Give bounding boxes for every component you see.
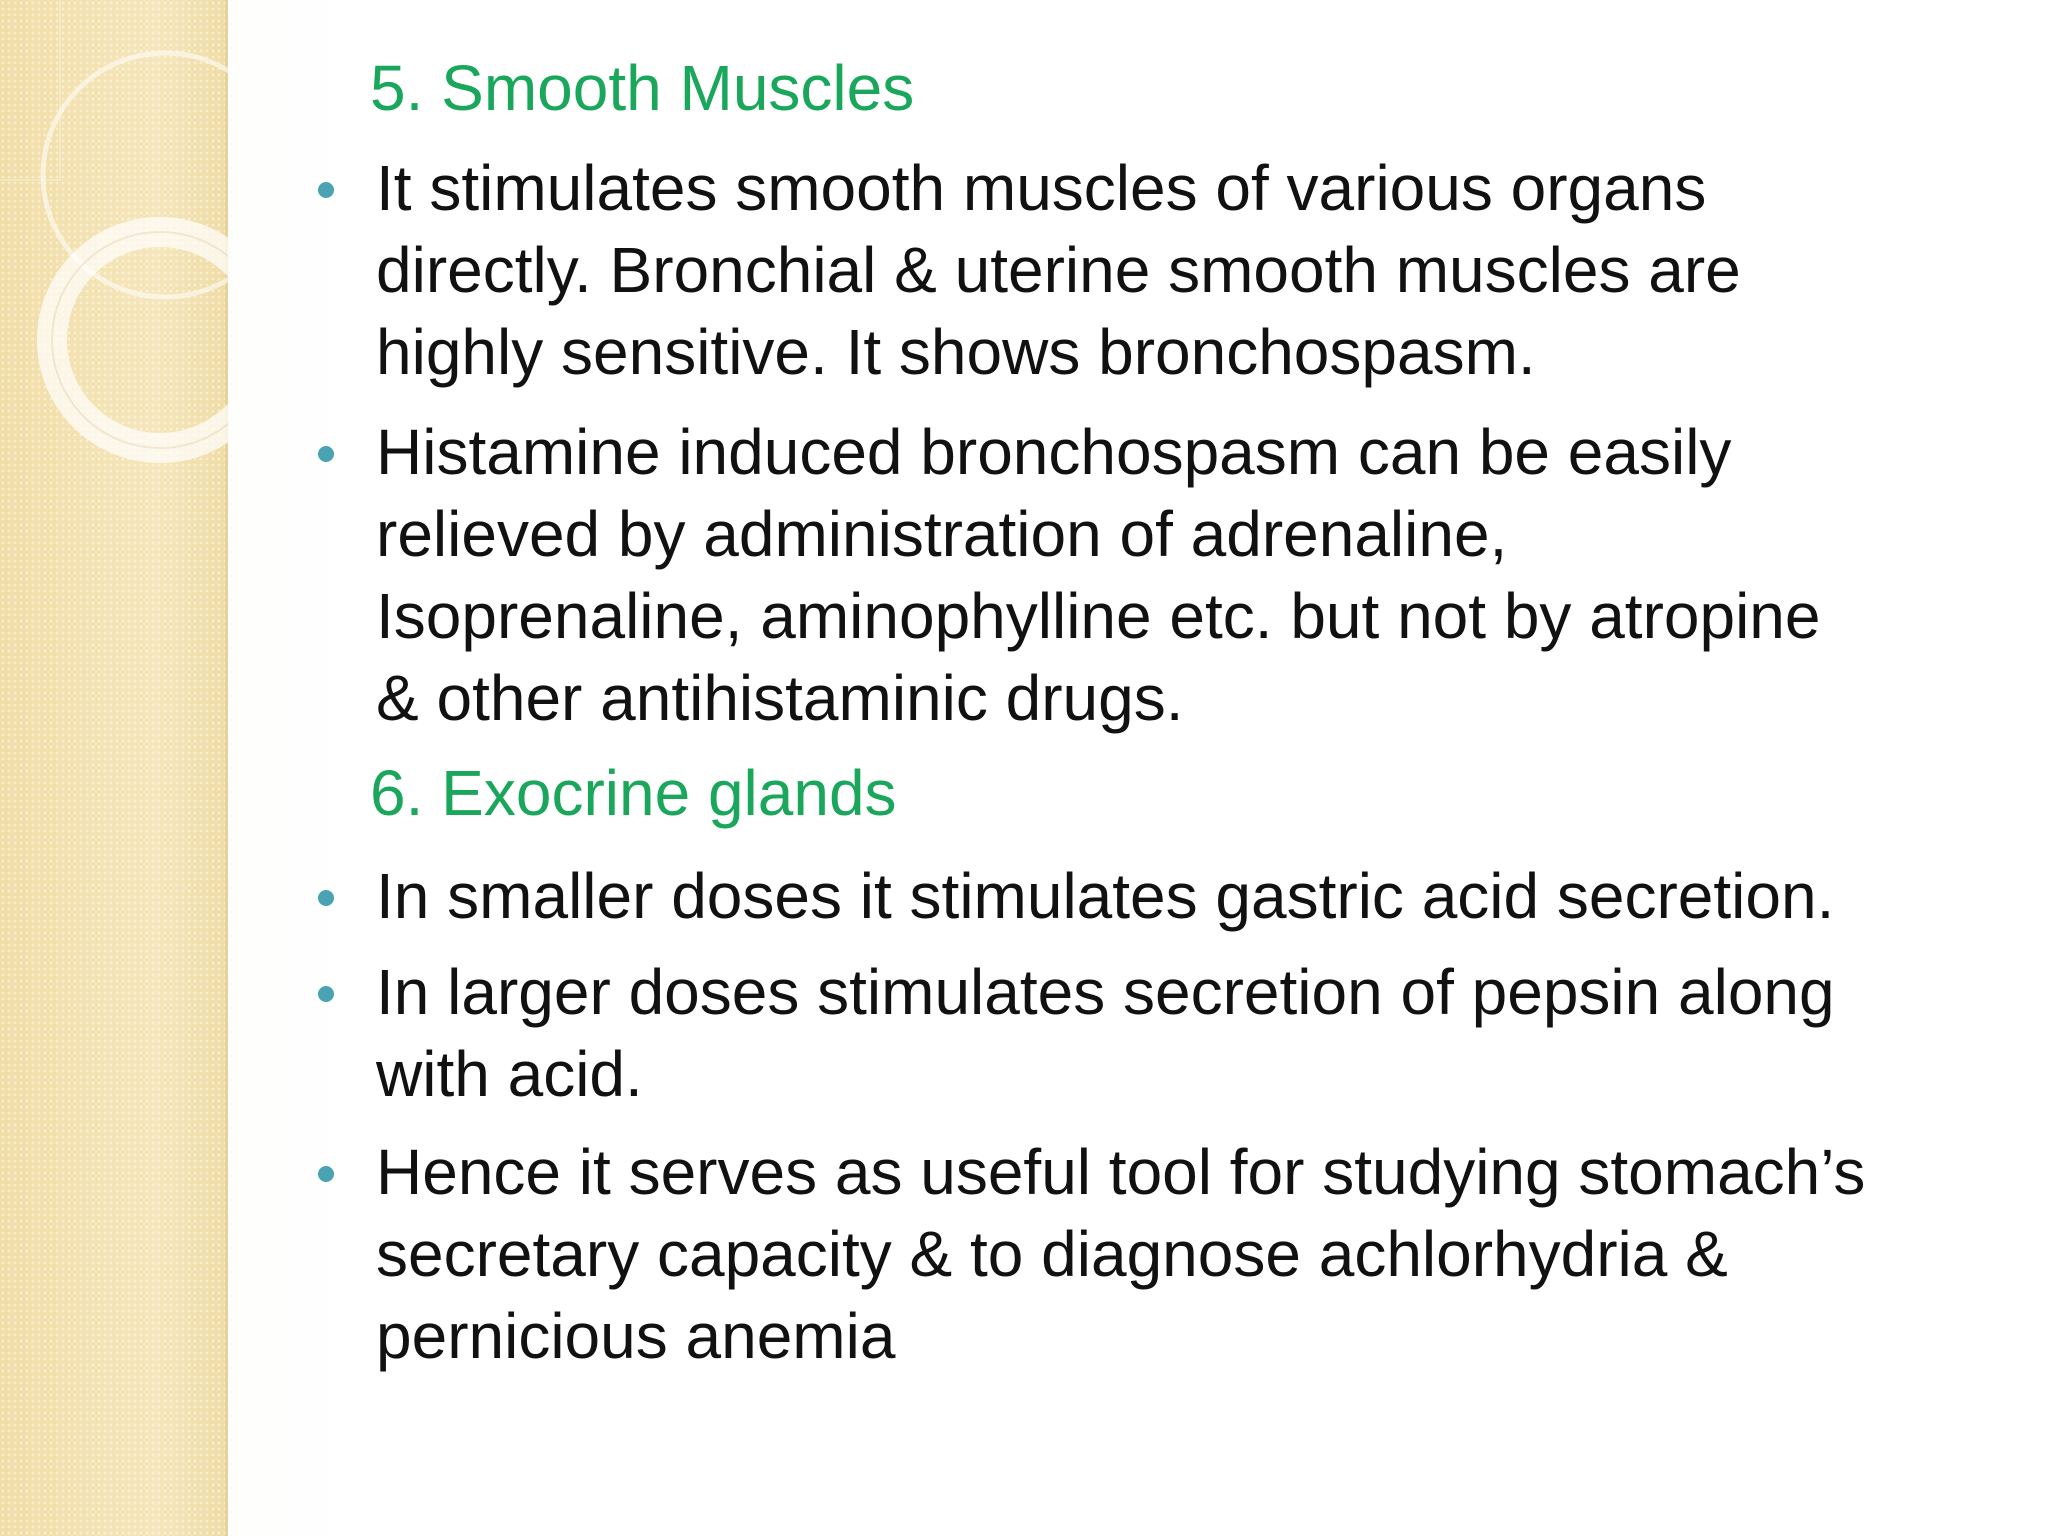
bullet-icon [318, 446, 334, 462]
bullet-text: In smaller doses it stimulates gastric acid secretion. [376, 860, 1835, 932]
bullet-icon [318, 182, 334, 198]
bullet-icon [318, 1166, 334, 1182]
bullet-text: It stimulates smooth muscles of various organs directly. Bronchial & uterine smooth muscles are highly sensitive. It shows bronchospasm. [376, 152, 1741, 388]
bullet-icon [318, 986, 334, 1002]
section-heading-exocrine-glands: 6. Exocrine glands [370, 757, 897, 829]
section-heading-smooth-muscles: 5. Smooth Muscles [370, 52, 915, 124]
bullet-icon [318, 890, 334, 906]
bullet-text: In larger doses stimulates secretion of pepsin along with acid. [376, 956, 1835, 1110]
bullet-text: Histamine induced bronchospasm can be easily relieved by administration of adrenaline, Isoprenaline, aminophylline etc. but not by atropine & other antihistaminic drugs. [376, 416, 1821, 734]
bullet-text: Hence it serves as useful tool for studying stomach’s secretary capacity & to diagnose achlorhydria & pernicious anemia [376, 1136, 1866, 1372]
